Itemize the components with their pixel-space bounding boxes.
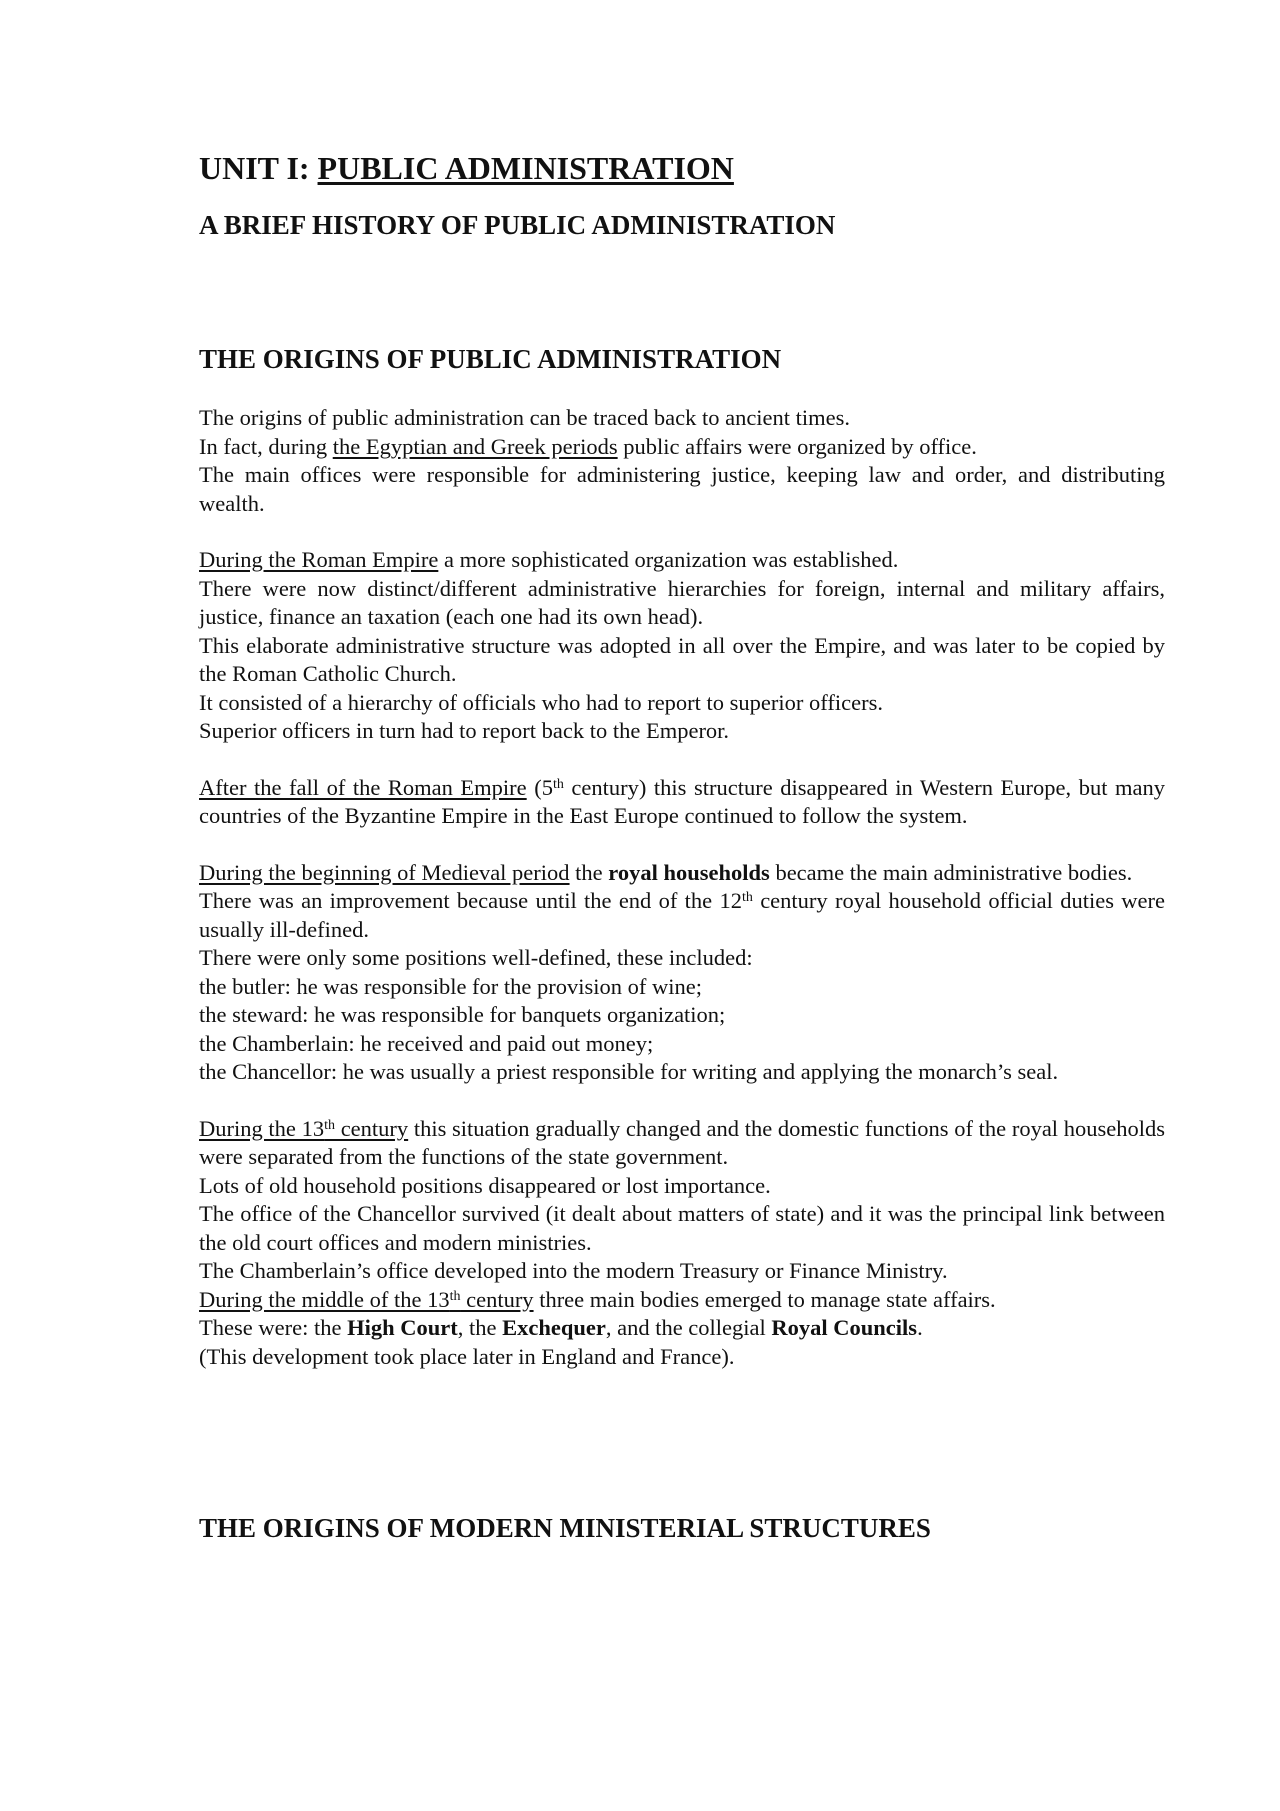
paragraph-fall [199, 774, 1165, 831]
para-line: the butler: he was responsible for the provision of wine; [199, 973, 703, 999]
text-span: During the 13 [199, 1115, 325, 1141]
bold-term: High Court [347, 1315, 458, 1340]
document-subtitle: A BRIEF HISTORY OF PUBLIC ADMINISTRATION [199, 210, 836, 240]
bold-term: Exchequer [502, 1315, 606, 1340]
para-line [199, 887, 1165, 944]
superscript: th [449, 1288, 461, 1304]
text-span: , and the collegial [605, 1315, 772, 1340]
section-heading-origins: THE ORIGINS OF PUBLIC ADMINISTRATION [199, 344, 782, 374]
text-span: three main bodies emerged to manage state affairs. [533, 1286, 996, 1312]
para-line [199, 859, 1165, 888]
para-line: It consisted of a hierarchy of officials who had to report to superior officers. [199, 689, 883, 715]
text-span: became the main administrative bodies. [769, 859, 1133, 885]
para-line: Superior officers in turn had to report back to the Emperor. [199, 718, 730, 743]
underlined-phrase [199, 1116, 408, 1141]
text-span: . [917, 1315, 923, 1340]
paragraph-13th-century [199, 1115, 1165, 1372]
text-span: public affairs were organized by office. [617, 433, 977, 459]
bold-term: Royal Councils [771, 1315, 918, 1340]
para-line: This elaborate administrative structure was adopted in all over the Empire, and was later to be copied by the Roman Catholic Church. [199, 632, 1165, 686]
underlined-phrase: During the beginning of Medieval period [199, 859, 570, 885]
text-span: this situation gradually changed and the domestic functions of the royal households were separated from the functions of the state government. [199, 1115, 1165, 1169]
para-line: The office of the Chancellor survived (it dealt about matters of state) and it was the principal link between the old court offices and modern ministries. [199, 1201, 1165, 1255]
superscript: th [741, 890, 753, 905]
underlined-phrase: During the Roman Empire [199, 547, 439, 572]
underlined-phrase: the Egyptian and Greek periods [332, 433, 618, 459]
para-line: Lots of old household positions disappeared or lost importance. [199, 1172, 771, 1198]
text-span: (5 [526, 774, 553, 800]
para-line: The Chamberlain’s office developed into the modern Treasury or Finance Ministry. [199, 1258, 948, 1283]
document-page [199, 148, 1165, 1545]
text-span: century [335, 1115, 409, 1141]
para-line [199, 1286, 1165, 1315]
para-line: The origins of public administration can be traced back to ancient times. [199, 405, 851, 430]
para-line: the Chamberlain: he received and paid out money; [199, 1030, 654, 1056]
underlined-phrase [199, 1287, 534, 1312]
text-span: a more sophisticated organization was established. [438, 547, 899, 572]
unit-heading [199, 148, 1165, 188]
paragraph-medieval [199, 859, 1165, 1087]
para-line [199, 774, 1165, 831]
text-span: century royal household official duties were usually ill-defined. [199, 888, 1165, 942]
text-span: century) this structure disappeared in Western Europe, but many countries of the Byzantine Empire in the East Europe continued to follow the system. [199, 774, 1165, 828]
text-span: These were: the [199, 1315, 348, 1340]
paragraph-roman [199, 546, 1165, 746]
section-heading-ministerial: THE ORIGINS OF MODERN MINISTERIAL STRUCTURES [199, 1513, 931, 1543]
text-span: , the [457, 1315, 503, 1340]
unit-prefix: UNIT I: [199, 150, 318, 186]
text-span: In fact, during [199, 433, 333, 459]
para-line: the steward: he was responsible for banquets organization; [199, 1002, 726, 1027]
para-line: The main offices were responsible for administering justice, keeping law and order, and distributing wealth. [199, 462, 1165, 516]
paragraph-ancient [199, 404, 1165, 518]
para-line [199, 1314, 1165, 1343]
underlined-phrase: After the fall of the Roman Empire [199, 774, 527, 800]
unit-title: PUBLIC ADMINISTRATION [317, 150, 734, 186]
para-line: the Chancellor: he was usually a priest responsible for writing and applying the monarch’s seal. [199, 1059, 1059, 1084]
para-line: There were only some positions well-defined, these included: [199, 945, 753, 970]
text-span: There was an improvement because until the end of the 12 [199, 888, 742, 913]
text-span: During the middle of the 13 [199, 1286, 450, 1312]
para-line [199, 546, 1165, 575]
bold-term: royal households [608, 859, 770, 885]
text-span: century [460, 1286, 534, 1312]
para-line: (This development took place later in England and France). [199, 1343, 735, 1369]
para-line [199, 433, 1165, 462]
superscript: th [552, 776, 564, 792]
text-span: the [569, 859, 609, 885]
para-line [199, 1115, 1165, 1172]
superscript: th [324, 1117, 335, 1133]
para-line: There were now distinct/different administrative hierarchies for foreign, internal and military affairs, justice, finance an taxation (each one had its own head). [199, 575, 1165, 629]
